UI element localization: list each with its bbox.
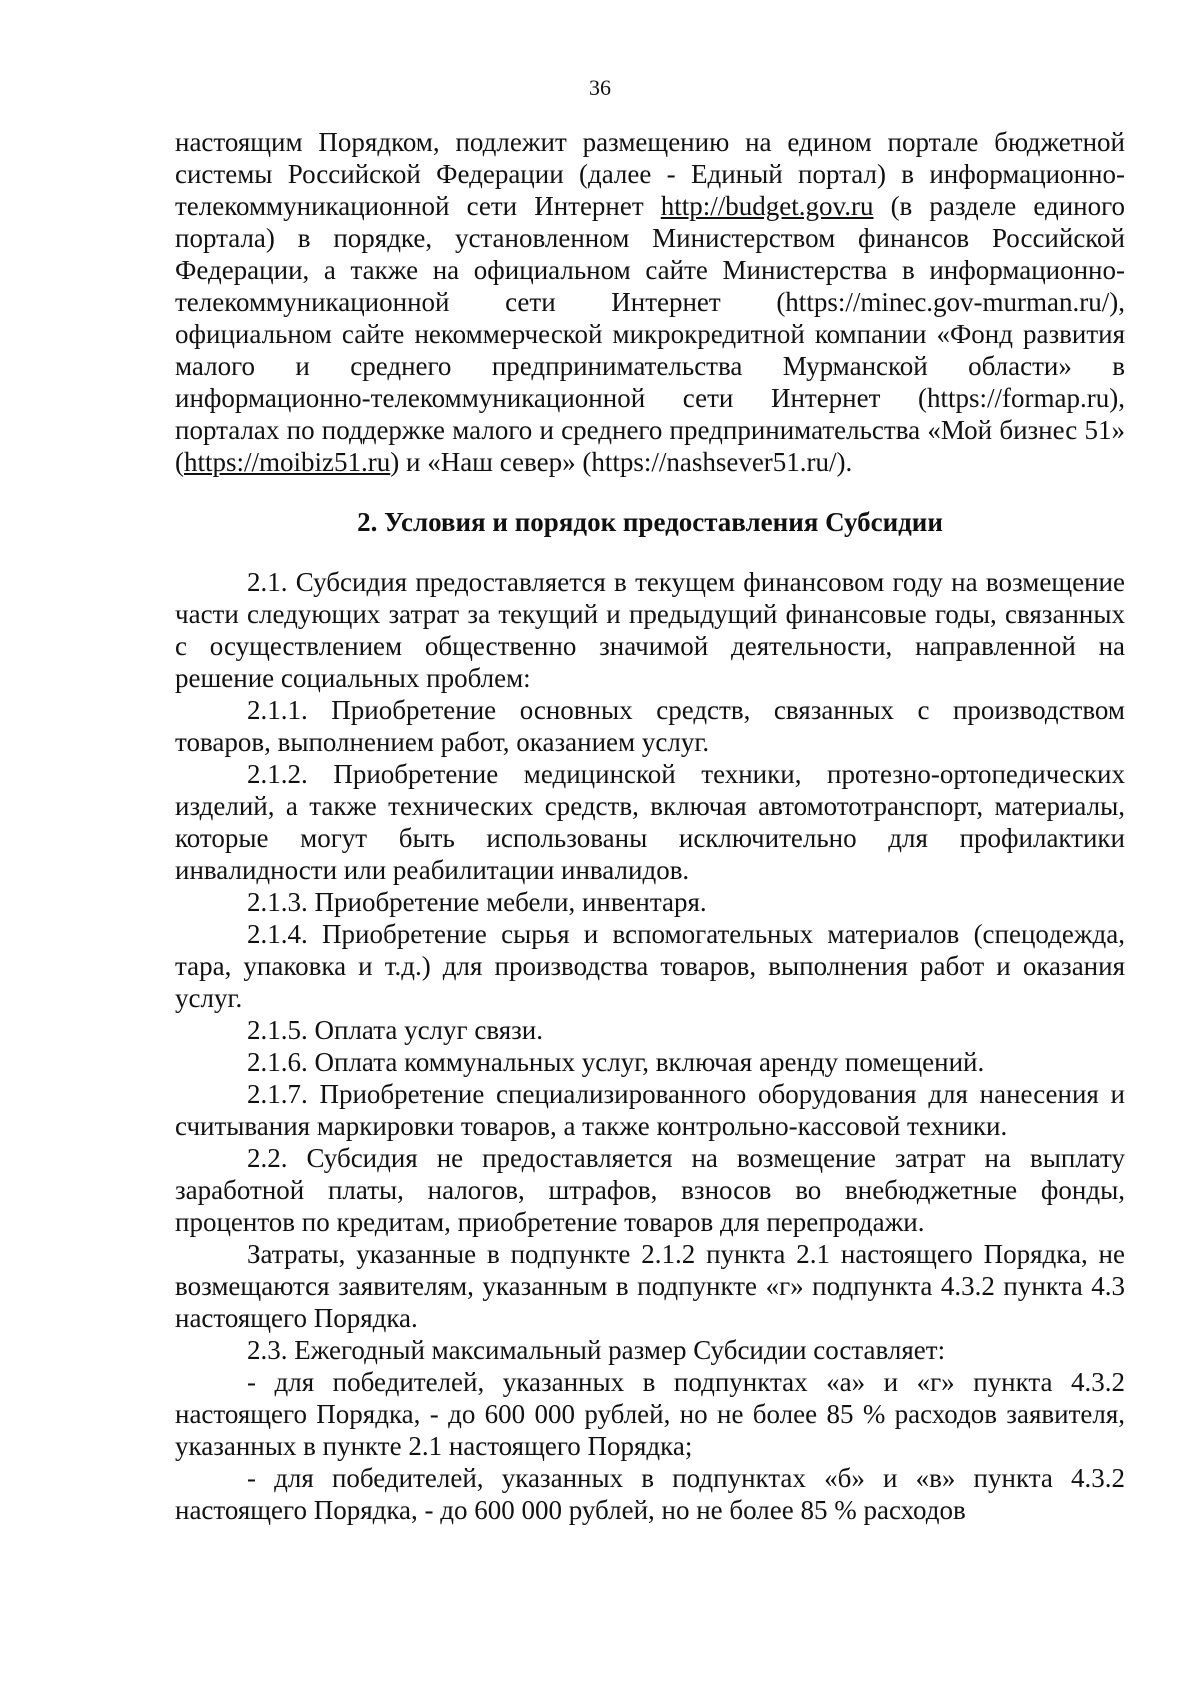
intro-paragraph — [175, 126, 1125, 478]
moibiz-link[interactable]: https://moibiz51.ru — [184, 447, 391, 477]
document-body — [175, 126, 1125, 1526]
intro-text-part1: настоящим Порядком, подлежит размещению на едином портале бюджетной системы Российской Федерации (далее - Единый портал) в информационно-телекоммуникационной сети Интернет — [175, 127, 1125, 221]
paragraph-2-1-1: 2.1.1. Приобретение основных средств, связанных с производством товаров, выполнением работ, оказанием услуг. — [175, 695, 1125, 757]
paragraph-2-1-7: 2.1.7. Приобретение специализированного оборудования для нанесения и считывания маркировки товаров, а также контрольно-кассовой техники. — [175, 1079, 1125, 1141]
paragraph-2-3: 2.3. Ежегодный максимальный размер Субсидии составляет: — [247, 1335, 946, 1365]
paragraph-winners-b-v: - для победителей, указанных в подпунктах «б» и «в» пункта 4.3.2 настоящего Порядка, - до 600 000 рублей, но не более 85 % расходов — [175, 1463, 1125, 1525]
page-number: 36 — [589, 75, 611, 100]
section-heading: 2. Условия и порядок предоставления Субсидии — [357, 507, 943, 537]
paragraph-2-2: 2.2. Субсидия не предоставляется на возмещение затрат на выплату заработной платы, налогов, штрафов, взносов во внебюджетные фонды, процентов по кредитам, приобретение товаров для перепродажи. — [175, 1143, 1125, 1237]
paragraph-costs-note: Затраты, указанные в подпункте 2.1.2 пункта 2.1 настоящего Порядка, не возмещаются заявителям, указанным в подпункте «г» подпункта 4.3.2 пункта 4.3 настоящего Порядка. — [175, 1239, 1125, 1333]
paragraph-2-1-2: 2.1.2. Приобретение медицинской техники, протезно-ортопедических изделий, а также технических средств, включая автомототранспорт, материалы, которые могут быть использованы исключительно для профилактики инвалидности или реабилитации инвалидов. — [175, 759, 1125, 885]
paragraph-winners-a-g: - для победителей, указанных в подпунктах «а» и «г» пункта 4.3.2 настоящего Порядка, - до 600 000 рублей, но не более 85 % расходов заявителя, указанных в пункте 2.1 настоящего Порядка; — [175, 1367, 1125, 1461]
paragraph-2-1-4: 2.1.4. Приобретение сырья и вспомогательных материалов (спецодежда, тара, упаковка и т.д.) для производства товаров, выполнения работ и оказания услуг. — [175, 919, 1125, 1013]
paragraph-2-1-6: 2.1.6. Оплата коммунальных услуг, включая аренду помещений. — [247, 1047, 985, 1077]
intro-text-part3: ) и «Наш север» (https://nashsever51.ru/). — [390, 447, 853, 477]
budget-portal-link[interactable]: http://budget.gov.ru — [660, 191, 874, 221]
paragraph-2-1-5: 2.1.5. Оплата услуг связи. — [247, 1015, 544, 1045]
paragraph-2-1-3: 2.1.3. Приобретение мебели, инвентаря. — [247, 887, 707, 917]
paragraph-2-1: 2.1. Субсидия предоставляется в текущем финансовом году на возмещение части следующих затрат за текущий и предыдущий финансовые годы, связанных с осуществлением общественно значимой деятельности, направленной на решение социальных проблем: — [175, 567, 1125, 693]
intro-text-part2: (в разделе единого портала) в порядке, установленном Министерством финансов Российской Федерации, а также на официальном сайте Министерства в информационно-телекоммуникационной сети Интернет (https://minec.gov-murman.ru/), официальном сайте некоммерческой микрокредитной компании «Фонд развития малого и среднего предпринимательства Мурманской области» в информационно-телекоммуникационной сети Интернет (https://formap.ru), порталах по поддержке малого и среднего предпринимательства «Мой бизнес 51» ( — [175, 191, 1125, 477]
